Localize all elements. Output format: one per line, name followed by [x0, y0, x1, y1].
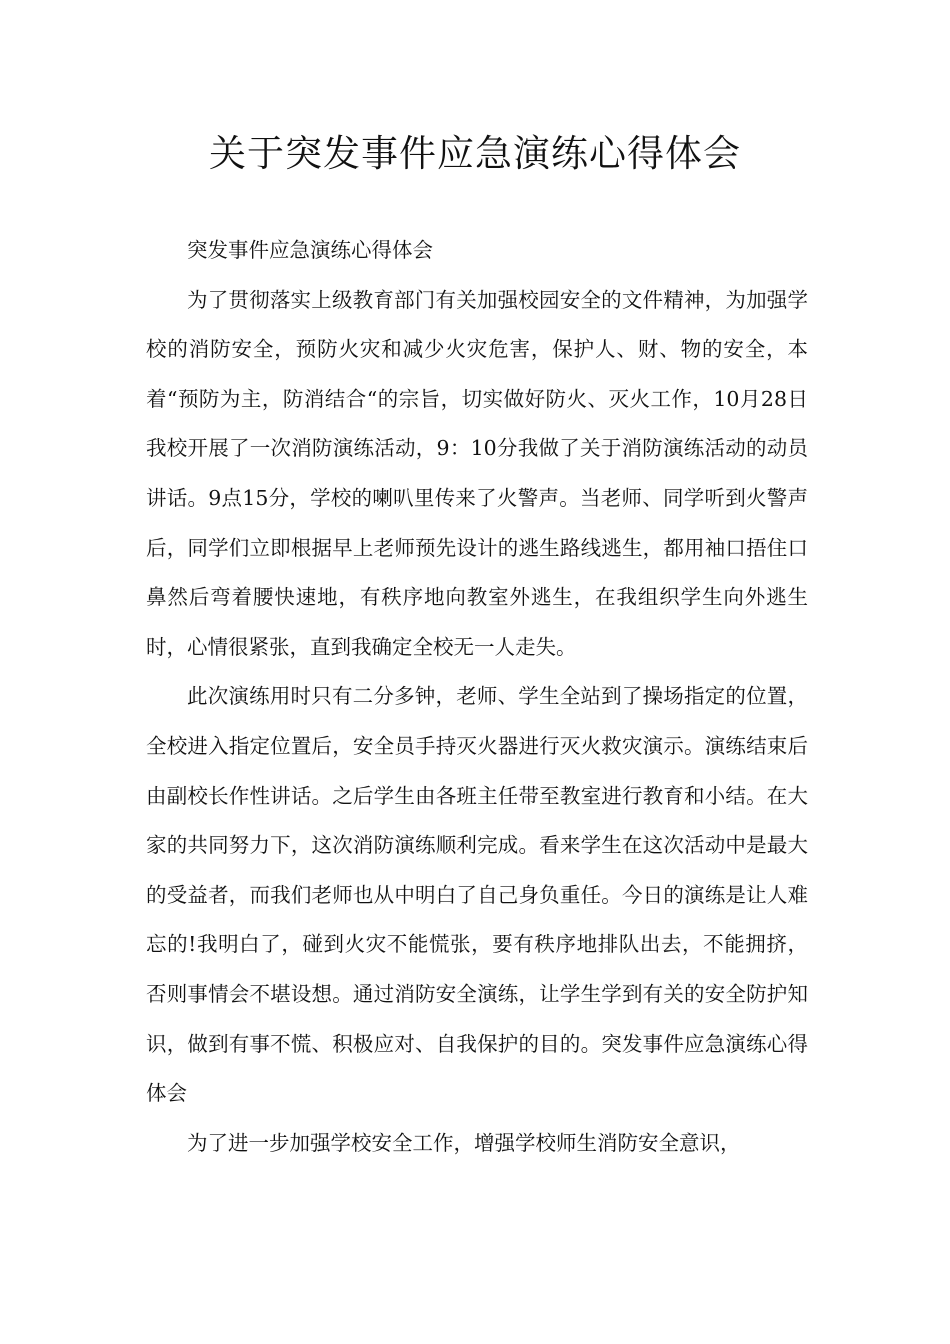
paragraph-2: 此次演练用时只有二分多钟，老师、学生全站到了操场指定的位置，全校进入指定位置后，安全员手持灭火器进行灭火救灾演示。演练结束后由副校长作性讲话。之后学生由各班主任带至教室进行教育和小结。在大家的共同努力下，这次消防演练顺利完成。看来学生在这次活动中是最大的受益者，而我们老师也从中明白了自己身负重任。今日的演练是让人难忘的!我明白了，碰到火灾不能慌张，要有秩序地排队出去，不能拥挤，否则事情会不堪设想。通过消防安全演练，让学生学到有关的安全防护知识，做到有事不慌、积极应对、自我保护的目的。突发事件应急演练心得体会	[146, 684, 808, 1106]
paragraph-1: 为了贯彻落实上级教育部门有关加强校园安全的文件精神，为加强学校的消防安全，预防火灾和减少火灾危害，保护人、财、物的安全，本着“预防为主，防消结合“的宗旨，切实做好防火、灭火工作，10月28日我校开展了一次消防演练活动，9：10分我做了关于消防演练活动的动员讲话。9点15分，学校的喇叭里传来了火警声。当老师、同学听到火警声后，同学们立即根据早上老师预先设计的逃生路线逃生，都用袖口捂住口鼻然后弯着腰快速地，有秩序地向教室外逃生，在我组织学生向外逃生时，心情很紧张，直到我确定全校无一人走失。	[146, 287, 808, 659]
document-title: 关于突发事件应急演练心得体会	[209, 132, 741, 175]
paragraph-subtitle: 突发事件应急演练心得体会	[187, 238, 433, 262]
document-body	[146, 226, 808, 1168]
paragraph-3: 为了进一步加强学校安全工作，增强学校师生消防安全意识，	[187, 1130, 741, 1155]
